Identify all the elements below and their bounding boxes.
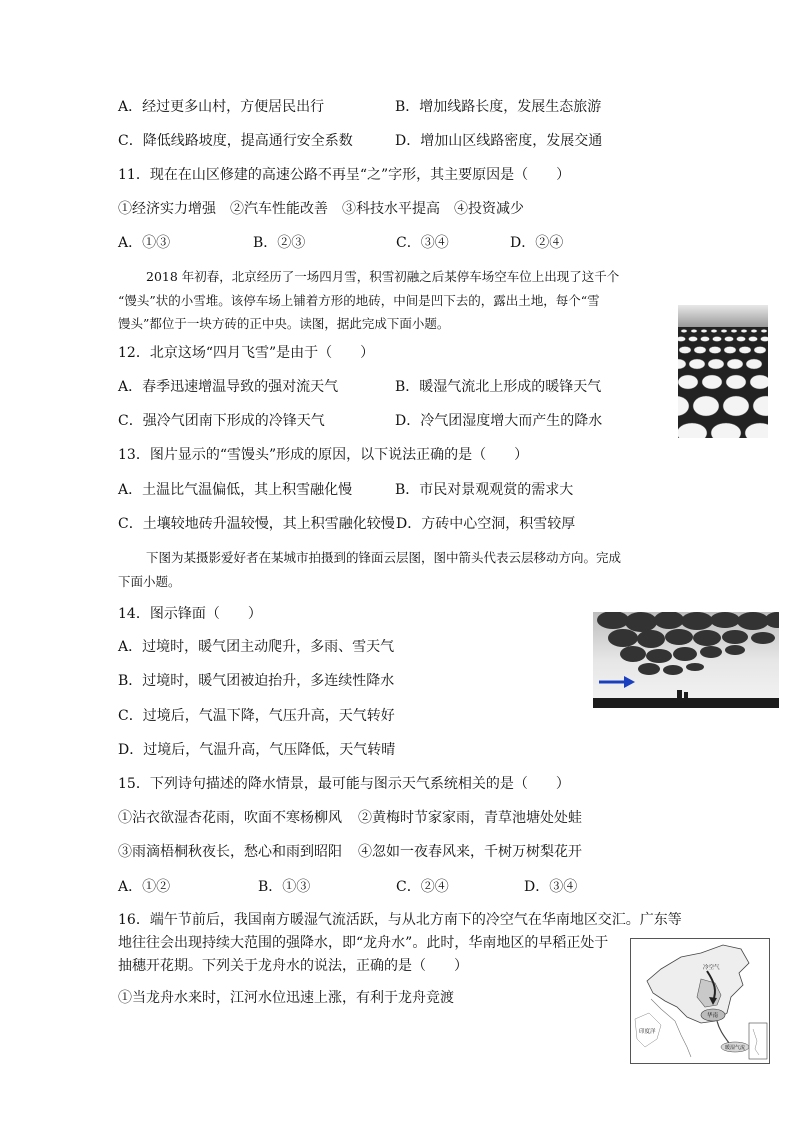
q11-items: ①经济实力增强 ②汽车性能改善 ③科技水平提高 ④投资减少 <box>118 201 524 217</box>
passage1-line2: “馒头”状的小雪堆。该停车场上铺着方形的地砖，中间是凹下去的，露出土地，每个“雪 <box>118 293 600 308</box>
q14-stem: 14．图示锋面（ ） <box>118 606 262 622</box>
map-label-warm-air: 暖湿气流 <box>725 1045 746 1051</box>
q14-option-d: D．过境后，气温升高，气压降低，天气转晴 <box>118 742 396 758</box>
q10-option-a: A．经过更多山村，方便居民出行 <box>118 99 325 115</box>
q13-option-b: B．市民对景观观赏的需求大 <box>395 482 574 498</box>
q15-option-c: C．②④ <box>396 879 449 895</box>
china-map <box>630 938 770 1064</box>
q10-option-b: B．增加线路长度，发展生态旅游 <box>395 99 602 115</box>
q12-option-a: A．春季迅速增温导致的强对流天气 <box>118 379 339 395</box>
q11-option-d: D．②④ <box>510 235 564 251</box>
front-cloud-photo <box>593 612 779 708</box>
q11-stem: 11．现在在山区修建的高速公路不再呈“之”字形，其主要原因是（ ） <box>118 167 571 183</box>
q14-option-c: C．过境后，气温下降，气压升高，天气转好 <box>118 708 395 724</box>
q13-option-c: C．土壤较地砖升温较慢，其上积雪融化较慢 <box>118 516 395 532</box>
passage2-line1: 下图为某摄影爱好者在某城市拍摄到的锋面云层图，图中箭头代表云层移动方向。完成 <box>146 550 622 565</box>
q11-option-b: B．②③ <box>253 235 306 251</box>
q16-item-1: ①当龙舟水来时，江河水位迅速上涨，有利于龙舟竞渡 <box>118 990 454 1006</box>
q15-item-2: ②黄梅时节家家雨，青草池塘处处蛙 <box>358 810 582 826</box>
q15-item-4: ④忽如一夜春风来，千树万树梨花开 <box>358 844 582 860</box>
q15-item-1: ①沾衣欲湿杏花雨，吹面不寒杨柳风 <box>118 810 342 826</box>
q12-option-c: C．强冷气团南下形成的冷锋天气 <box>118 413 325 429</box>
q15-option-b: B．①③ <box>258 879 311 895</box>
q12-option-b: B．暖湿气流北上形成的暖锋天气 <box>395 379 602 395</box>
q11-option-a: A．①③ <box>118 235 171 251</box>
q14-option-b: B．过境时，暖气团被迫抬升，多连续性降水 <box>118 673 395 689</box>
snow-mound-photo <box>678 305 768 438</box>
q15-option-a: A．①② <box>118 879 171 895</box>
q15-option-d: D．③④ <box>524 879 578 895</box>
q10-option-c: C．降低线路坡度，提高通行安全系数 <box>118 133 353 149</box>
q11-option-c: C．③④ <box>396 235 449 251</box>
map-label-cold-air: 冷空气 <box>703 965 720 971</box>
q16-stem-line2: 地往往会出现持续大范围的强降水，即“龙舟水”。此时，华南地区的早稻正处于 <box>118 935 609 951</box>
q10-option-d: D．增加山区线路密度，发展交通 <box>395 133 603 149</box>
map-label-south-china: 华南 <box>707 1013 719 1019</box>
q12-option-d: D．冷气团湿度增大而产生的降水 <box>395 413 603 429</box>
q14-option-a: A．过境时，暖气团主动爬升，多雨、雪天气 <box>118 639 395 655</box>
passage2-line2: 下面小题。 <box>118 574 181 589</box>
q13-option-d: D．方砖中心空洞，积雪较厚 <box>396 516 576 532</box>
passage1-line1: 2018 年初春，北京经历了一场四月雪，积雪初融之后某停车场空车位上出现了这千个 <box>146 269 620 284</box>
q13-option-a: A．土温比气温偏低，其上积雪融化慢 <box>118 482 353 498</box>
q15-stem: 15．下列诗句描述的降水情景，最可能与图示天气系统相关的是（ ） <box>118 776 570 792</box>
q16-stem-line1: 16．端午节前后，我国南方暖湿气流活跃，与从北方南下的冷空气在华南地区交汇。广东等 <box>118 912 682 928</box>
q15-item-3: ③雨滴梧桐秋夜长，愁心和雨到昭阳 <box>118 844 342 860</box>
q12-stem: 12．北京这场“四月飞雪”是由于（ ） <box>118 345 375 361</box>
q16-stem-line3: 抽穗开花期。下列关于龙舟水的说法，正确的是（ ） <box>118 958 468 974</box>
passage1-line3: 馒头”都位于一块方砖的正中央。读图，据此完成下面小题。 <box>118 316 450 331</box>
q13-stem: 13．图片显示的“雪馒头”形成的原因，以下说法正确的是（ ） <box>118 447 529 463</box>
map-label-indian-ocean: 印度洋 <box>639 1029 656 1035</box>
